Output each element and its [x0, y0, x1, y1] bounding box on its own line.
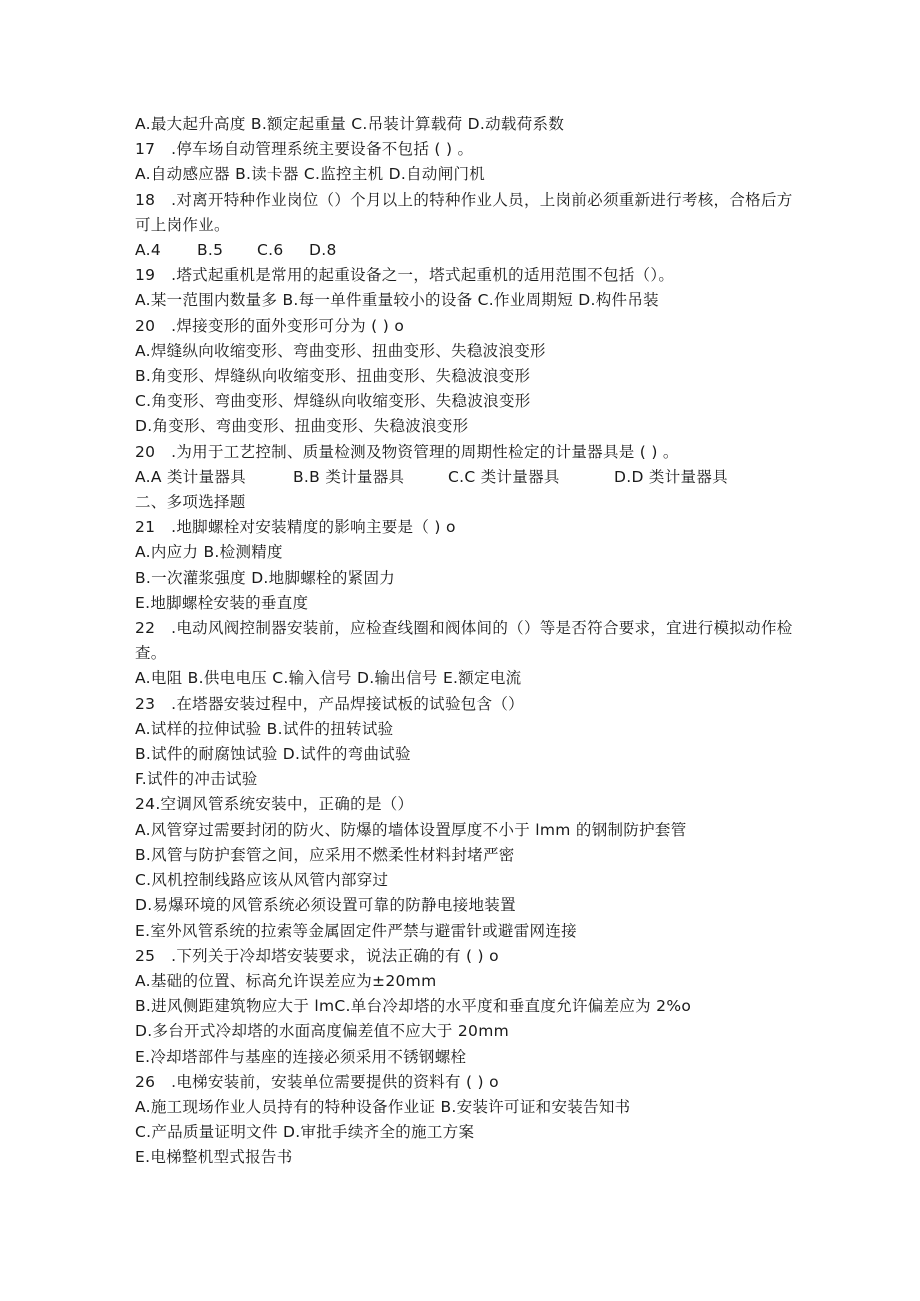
q23-options-2: B.试件的耐腐蚀试验 D.试件的弯曲试验	[135, 745, 411, 764]
q23-question: 23 .在塔器安装过程中，产品焊接试板的试验包含（）	[135, 694, 524, 713]
q25-option-a: A.基础的位置、标高允许误差应为±20mm	[135, 971, 437, 990]
q17-options: A.自动感应器 B.读卡器 C.监控主机 D.自动闸门机	[135, 165, 486, 184]
q24-option-c: C.风机控制线路应该从风管内部穿过	[135, 871, 389, 890]
q20b-question: 20 .为用于工艺控制、质量检测及物资管理的周期性检定的计量器具是 ( ) 。	[135, 442, 679, 461]
q18-option-a: A.4	[135, 241, 162, 260]
q18-option-d: D.8	[309, 241, 337, 260]
q22-question: 22 .电动风阀控制器安装前，应检查线圈和阀体间的（）等是否符合要求，宜进行模拟动作检查。	[135, 619, 793, 663]
q21-question: 21 .地脚螺栓对安装精度的影响主要是（ ) o	[135, 518, 456, 537]
q23-options-1: A.试样的拉伸试验 B.试件的扭转试验	[135, 719, 394, 738]
q20b-option-b: B.B 类计量器具	[293, 467, 405, 486]
q19-question: 19 .塔式起重机是常用的起重设备之一，塔式起重机的适用范围不包括（）。	[135, 266, 675, 285]
document-page	[135, 112, 795, 1171]
q18-option-b: B.5	[197, 241, 224, 260]
q23-options-3: F.试件的冲击试验	[135, 770, 258, 789]
q18-option-c: C.6	[257, 241, 284, 260]
q20-option-b: B.角变形、焊缝纵向收缩变形、扭曲变形、失稳波浪变形	[135, 367, 531, 386]
q20b-options	[135, 465, 795, 490]
q20-option-d: D.角变形、弯曲变形、扭曲变形、失稳波浪变形	[135, 417, 469, 436]
q25-option-e: E.冷却塔部件与基座的连接必须采用不锈钢螺栓	[135, 1047, 467, 1066]
q22-options: A.电阻 B.供电电压 C.输入信号 D.输出信号 E.额定电流	[135, 669, 522, 688]
q16-options: A.最大起升高度 B.额定起重量 C.吊装计算载荷 D.动载荷系数	[135, 115, 565, 133]
q25-question: 25 .下列关于冷却塔安装要求，说法正确的有 ( ) o	[135, 946, 499, 965]
q24-option-d: D.易爆环境的风管系统必须设置可靠的防静电接地装置	[135, 896, 516, 915]
q25-option-d: D.多台开式冷却塔的水面高度偏差值不应大于 20mm	[135, 1022, 510, 1041]
q24-option-a: A.风管穿过需要封闭的防火、防爆的墙体设置厚度不小于 lmm 的钢制防护套管	[135, 820, 687, 839]
q20-option-a: A.焊缝纵向收缩变形、弯曲变形、扭曲变形、失稳波浪变形	[135, 341, 546, 360]
q20b-option-d: D.D 类计量器具	[614, 467, 728, 486]
q20b-option-c: C.C 类计量器具	[448, 467, 560, 486]
q21-options-1: A.内应力 B.检测精度	[135, 543, 283, 562]
q25-option-bc: B.进风侧距建筑物应大于 lmC.单台冷却塔的水平度和垂直度允许偏差应为 2%o	[135, 997, 692, 1016]
q20-option-c: C.角变形、弯曲变形、焊缝纵向收缩变形、失稳波浪变形	[135, 392, 531, 411]
q20b-option-a: A.A 类计量器具	[135, 467, 246, 486]
q24-question: 24.空调风管系统安装中，正确的是（）	[135, 795, 414, 814]
q26-options-1: A.施工现场作业人员持有的特种设备作业证 B.安装许可证和安装告知书	[135, 1097, 631, 1116]
q24-option-b: B.风管与防护套管之间，应采用不燃柔性材料封堵严密	[135, 845, 515, 864]
q18-question: 18 .对离开特种作业岗位（）个月以上的特种作业人员，上岗前必须重新进行考核，合格后方可上岗作业。	[135, 190, 793, 234]
q26-options-2: C.产品质量证明文件 D.审批手续齐全的施工方案	[135, 1123, 475, 1142]
q21-options-3: E.地脚螺栓安装的垂直度	[135, 593, 309, 612]
q19-options: A.某一范围内数量多 B.每一单件重量较小的设备 C.作业周期短 D.构件吊装	[135, 291, 659, 310]
q21-options-2: B.一次灌浆强度 D.地脚螺栓的紧固力	[135, 568, 396, 587]
q26-question: 26 .电梯安装前，安装单位需要提供的资料有 ( ) o	[135, 1072, 499, 1091]
q17-question: 17 .停车场自动管理系统主要设备不包括 ( ) 。	[135, 140, 474, 159]
section-heading-multiple-choice: 二、多项选择题	[135, 493, 246, 512]
q18-options	[135, 238, 795, 263]
q24-option-e: E.室外风管系统的拉索等金属固定件严禁与避雷针或避雷网连接	[135, 921, 577, 940]
q26-options-3: E.电梯整机型式报告书	[135, 1148, 293, 1167]
q20-question: 20 .焊接变形的面外变形可分为 ( ) o	[135, 316, 405, 335]
